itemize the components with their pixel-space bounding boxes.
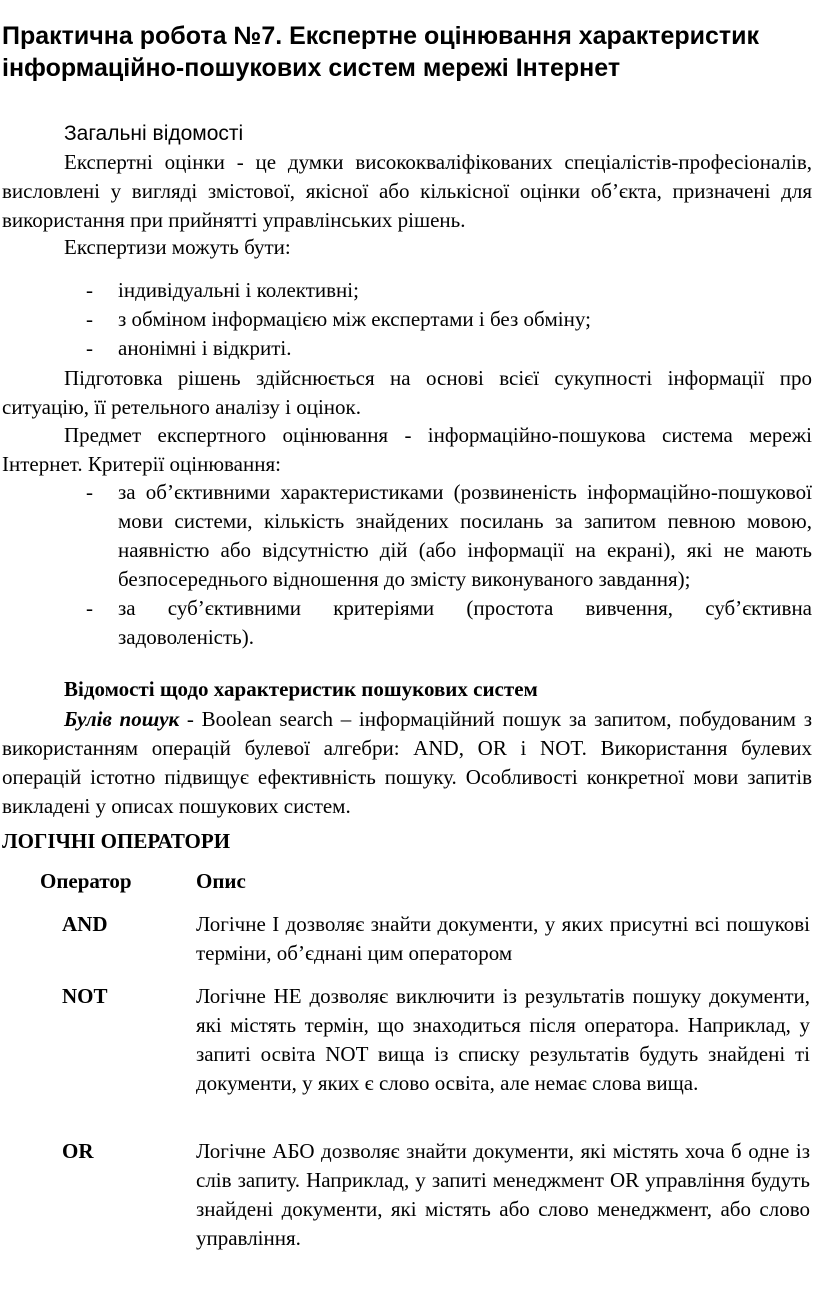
- boolean-search-term: Булів пошук: [64, 707, 180, 731]
- list-item: - індивідуальні і колективні;: [86, 278, 359, 302]
- column-header-operator: Оператор: [40, 869, 132, 893]
- operator-description: Логічне І дозволяє знайти документи, у яких присутні всі пошукові терміни, об’єднані цим оператором: [196, 912, 810, 965]
- page-title: Практична робота №7. Експертне оцінювання характеристик інформаційно-пошукових систем мережі Інтернет: [2, 22, 760, 82]
- paragraph-expertise-types-intro: Експертизи можуть бути:: [64, 235, 291, 259]
- operator-name: NOT: [62, 984, 108, 1008]
- list-item: - анонімні і відкриті.: [86, 336, 292, 360]
- operator-name: OR: [62, 1139, 94, 1163]
- boolean-search-text: - Boolean search – інформаційний пошук за запитом, побудованим з використанням операцій булевої алгебри: AND, OR і NOT. Використання булевих операцій істотно підвищує ефективність пошуку. Особливості конкретної мови запитів викладені у описах пошукових систем.: [2, 707, 812, 818]
- expertise-types-list: [0, 276, 816, 363]
- section-heading-search-systems: Відомості щодо характеристик пошукових систем: [64, 677, 538, 701]
- paragraph-assessment-subject: Предмет експертного оцінювання - інформаційно-пошукова система мережі Інтернет. Критерії оцінювання:: [2, 423, 812, 476]
- criteria-list: [0, 478, 816, 652]
- list-item: - за об’єктивними характеристиками (розвиненість інформаційно-пошукової мови системи, кількість знайдених посилань за запитом певною мовою, наявністю або відсутністю дій (або інформації на екрані), які не мають безпосереднього відношення до змісту виконуваного завдання);: [86, 480, 812, 591]
- operator-description: Логічне НЕ дозволяє виключити із результатів пошуку документи, які містять термін, що знаходиться після оператора. Наприклад, у запиті освіта NOT вища із списку результатів будуть знайдені ті документи, у яких є слово освіта, але немає слова вища.: [196, 984, 810, 1095]
- list-item: - за суб’єктивними критеріями (простота вивчення, суб’єктивна задоволеність).: [86, 596, 812, 649]
- operator-description: Логічне АБО дозволяє знайти документи, які містять хоча б одне із слів запиту. Наприклад, у запиті менеджмент OR управління будуть знайдені документи, які містять або слово менеджмент, або слово управління.: [196, 1139, 810, 1250]
- section-heading-general: Загальні відомості: [64, 122, 244, 145]
- paragraph-boolean-search: [2, 705, 812, 821]
- paragraph-decision-preparation: Підготовка рішень здійснюється на основі всієї сукупності інформації про ситуацію, її ретельного аналізу і оцінок.: [2, 366, 812, 419]
- column-header-description: Опис: [196, 869, 246, 893]
- section-heading-logic-operators: ЛОГІЧНІ ОПЕРАТОРИ: [2, 829, 231, 853]
- list-item: - з обміном інформацією між експертами і без обміну;: [86, 307, 591, 331]
- operator-name: AND: [62, 912, 108, 936]
- paragraph-expert-assessments: Експертні оцінки - це думки висококваліфікованих спеціалістів-професіоналів, висловлені у вигляді змістової, якісної або кількісної оцінки об’єкта, призначені для використання при прийнятті управлінських рішень.: [2, 150, 812, 232]
